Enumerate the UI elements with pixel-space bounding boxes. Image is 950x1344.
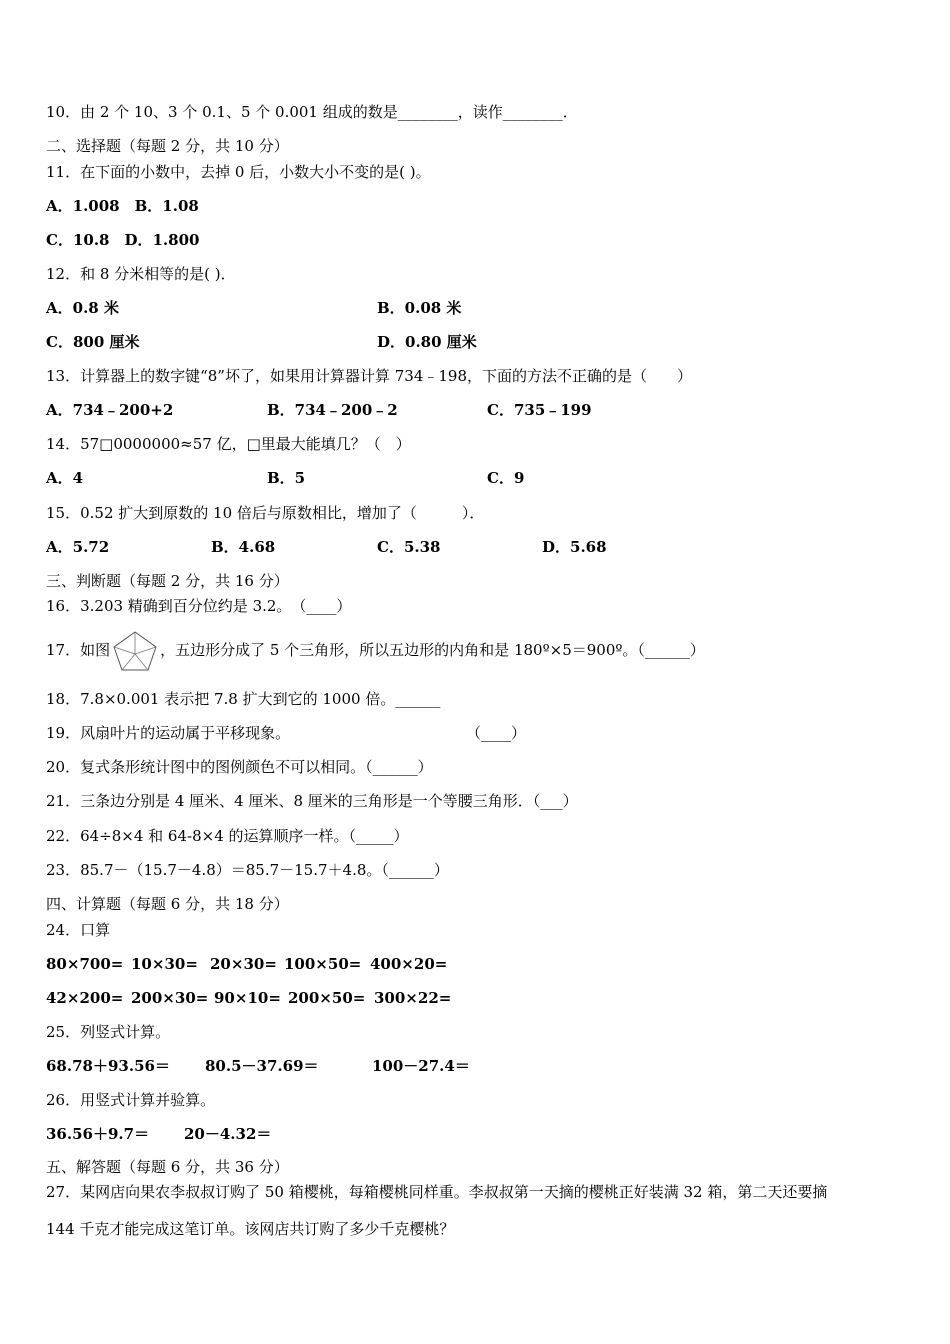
question-15-option-b: B．4.68	[211, 538, 276, 556]
question-17-prefix: 17．如图	[46, 641, 111, 659]
question-22: 22．64÷8×4 和 64-8×4 的运算顺序一样。（_____）	[46, 827, 409, 845]
question-14-stem: 14．57□0000000≈57 亿，□里最大能填几？（ ）	[46, 435, 411, 453]
question-10: 10．由 2 个 10、3 个 0.1、5 个 0.001 组成的数是________，读作________．	[46, 103, 578, 121]
question-13-stem: 13．计算器上的数字键“8”坏了，如果用计算器计算 734﹣198，下面的方法不正确的是（ ）	[46, 367, 692, 385]
section-4-heading: 四、计算题（每题 6 分，共 18 分）	[46, 895, 289, 913]
question-11-options-cd: C．10.8 D．1.800	[46, 231, 200, 249]
q24-item: 90×10=	[214, 989, 281, 1007]
question-15-option-a: A．5.72	[46, 538, 110, 556]
pentagon-diagram-icon	[112, 630, 158, 672]
q24-item: 300×22=	[374, 989, 452, 1007]
q25-item: 68.78＋93.56＝	[46, 1057, 170, 1075]
question-13-option-c: C．735﹣199	[487, 401, 592, 419]
q26-item: 20－4.32＝	[184, 1125, 272, 1143]
q24-item: 200×30=	[131, 989, 209, 1007]
question-12-option-a: A．0.8 米	[46, 299, 119, 317]
question-12-option-c: C．800 厘米	[46, 333, 140, 351]
question-17-suffix: ，五边形分成了 5 个三角形，所以五边形的内角和是 180º×5＝900º。（______）	[160, 641, 705, 659]
question-12-option-d: D．0.80 厘米	[377, 333, 477, 351]
question-16: 16．3.203 精确到百分位约是 3.2。 （____）	[46, 597, 352, 615]
q24-item: 100×50=	[284, 955, 362, 973]
question-14-option-b: B．5	[267, 469, 306, 487]
question-18: 18．7.8×0.001 表示把 7.8 扩大到它的 1000 倍。______	[46, 690, 441, 708]
question-15-option-c: C．5.38	[377, 538, 441, 556]
q25-item: 100－27.4＝	[372, 1057, 470, 1075]
question-24-stem: 24．口算	[46, 921, 111, 939]
q24-item: 80×700=	[46, 955, 124, 973]
question-12-option-b: B．0.08 米	[377, 299, 462, 317]
q24-item: 10×30=	[131, 955, 198, 973]
section-5-heading: 五、解答题（每题 6 分，共 36 分）	[46, 1158, 289, 1176]
section-2-heading: 二、选择题（每题 2 分，共 10 分）	[46, 137, 289, 155]
q24-item: 400×20=	[370, 955, 448, 973]
question-27-line-2: 144 千克才能完成这笔订单。该网店共订购了多少千克樱桃？	[46, 1220, 455, 1238]
question-15-option-d: D．5.68	[542, 538, 607, 556]
question-25-stem: 25．列竖式计算。	[46, 1023, 171, 1041]
q24-item: 20×30=	[210, 955, 277, 973]
question-21: 21．三条边分别是 4 厘米、4 厘米、8 厘米的三角形是一个等腰三角形．（___）	[46, 792, 578, 810]
question-27-line-1: 27．某网店向果农李叔叔订购了 50 箱樱桃，每箱樱桃同样重。李叔叔第一天摘的樱桃正好装满 32 箱，第二天还要摘	[46, 1183, 828, 1201]
question-13-option-a: A．734﹣200+2	[46, 401, 174, 419]
question-23: 23．85.7－（15.7－4.8）＝85.7－15.7＋4.8。（______）	[46, 861, 449, 879]
question-17	[46, 628, 705, 672]
question-11-stem: 11．在下面的小数中，去掉 0 后，小数大小不变的是( )。	[46, 163, 431, 181]
q26-item: 36.56＋9.7＝	[46, 1125, 150, 1143]
question-15-stem: 15．0.52 扩大到原数的 10 倍后与原数相比，增加了（ ）．	[46, 504, 485, 522]
question-13-option-b: B．734﹣200﹣2	[267, 401, 398, 419]
question-20: 20．复式条形统计图中的图例颜色不可以相同。（______）	[46, 758, 433, 776]
question-26-stem: 26．用竖式计算并验算。	[46, 1091, 216, 1109]
question-14-option-c: C．9	[487, 469, 525, 487]
q24-item: 200×50=	[288, 989, 366, 1007]
question-12-stem: 12．和 8 分米相等的是( )．	[46, 265, 236, 283]
q24-item: 42×200=	[46, 989, 124, 1007]
q25-item: 80.5－37.69＝	[205, 1057, 319, 1075]
question-19-blank: （____）	[466, 724, 527, 742]
section-3-heading: 三、判断题（每题 2 分，共 16 分）	[46, 572, 289, 590]
question-11-options-ab: A．1.008 B．1.08	[46, 197, 199, 215]
question-14-option-a: A．4	[46, 469, 84, 487]
question-19-stem: 19．风扇叶片的运动属于平移现象。	[46, 724, 291, 742]
